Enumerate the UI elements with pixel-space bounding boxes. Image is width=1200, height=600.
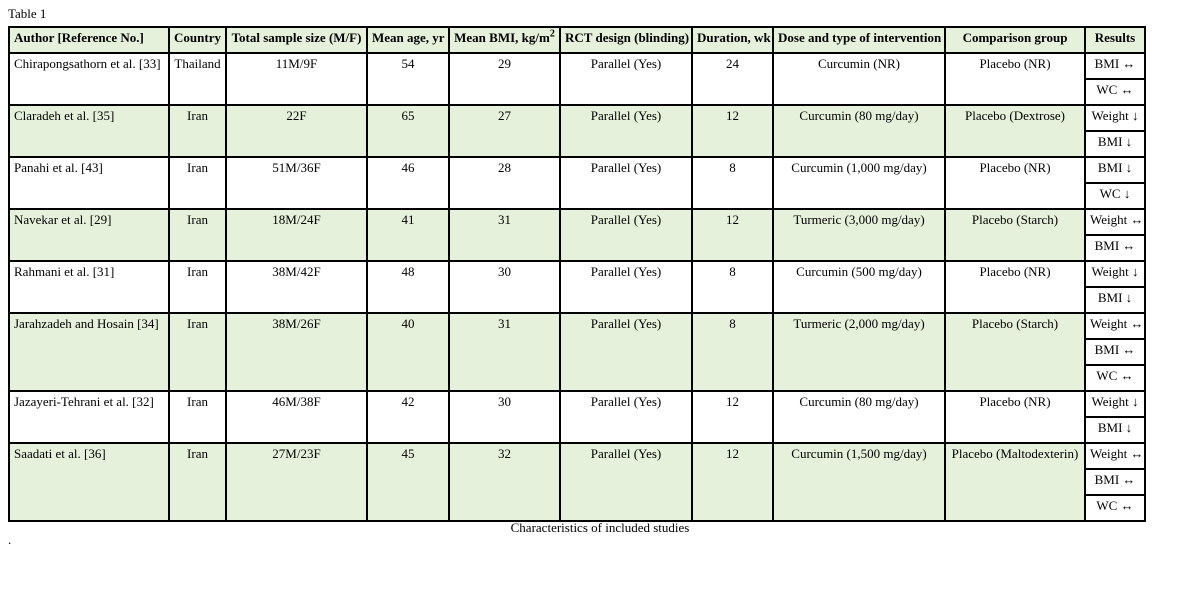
cell-mean-age: 54 <box>367 53 449 105</box>
cell-design: Parallel (Yes) <box>560 313 692 391</box>
cell-comparison: Placebo (Starch) <box>945 209 1085 261</box>
cell-country: Iran <box>169 443 226 521</box>
cell-design: Parallel (Yes) <box>560 391 692 443</box>
cell-author: Chirapongsathorn et al. [33] <box>9 53 169 105</box>
cell-dose: Curcumin (80 mg/day) <box>773 391 945 443</box>
cell-result: WC ↔ <box>1085 365 1145 391</box>
cell-sample-size: 27M/23F <box>226 443 367 521</box>
cell-country: Iran <box>169 391 226 443</box>
cell-design: Parallel (Yes) <box>560 261 692 313</box>
cell-design: Parallel (Yes) <box>560 53 692 105</box>
cell-result: BMI ↔ <box>1085 469 1145 495</box>
cell-comparison: Placebo (NR) <box>945 391 1085 443</box>
cell-mean-age: 45 <box>367 443 449 521</box>
table-row <box>9 157 1145 183</box>
header-bmi-sup: 2 <box>549 28 555 40</box>
header-age: Mean age, yr <box>367 27 449 53</box>
cell-author: Claradeh et al. [35] <box>9 105 169 157</box>
cell-dose: Curcumin (1,000 mg/day) <box>773 157 945 209</box>
table-body <box>9 53 1145 521</box>
header-author: Author [Reference No.] <box>9 27 169 53</box>
cell-sample-size: 38M/26F <box>226 313 367 391</box>
table-row <box>9 391 1145 417</box>
cell-mean-age: 41 <box>367 209 449 261</box>
cell-sample-size: 18M/24F <box>226 209 367 261</box>
header-dose: Dose and type of intervention <box>773 27 945 53</box>
cell-dose: Curcumin (80 mg/day) <box>773 105 945 157</box>
cell-duration: 8 <box>692 261 773 313</box>
table-row <box>9 313 1145 339</box>
cell-mean-bmi: 31 <box>449 209 560 261</box>
cell-comparison: Placebo (NR) <box>945 53 1085 105</box>
cell-result: Weight ↓ <box>1085 261 1145 287</box>
cell-duration: 12 <box>692 105 773 157</box>
table-caption: Characteristics of included studies <box>510 520 690 535</box>
cell-sample-size: 46M/38F <box>226 391 367 443</box>
cell-sample-size: 51M/36F <box>226 157 367 209</box>
header-bmi-text: Mean BMI, kg/m <box>454 30 550 45</box>
cell-duration: 8 <box>692 313 773 391</box>
cell-duration: 8 <box>692 157 773 209</box>
header-sample: Total sample size (M/F) <box>226 27 367 53</box>
cell-author: Jazayeri-Tehrani et al. [32] <box>9 391 169 443</box>
cell-comparison: Placebo (NR) <box>945 157 1085 209</box>
cell-mean-bmi: 28 <box>449 157 560 209</box>
cell-duration: 24 <box>692 53 773 105</box>
trailing-mark: . <box>8 532 12 547</box>
cell-mean-bmi: 32 <box>449 443 560 521</box>
cell-comparison: Placebo (NR) <box>945 261 1085 313</box>
cell-duration: 12 <box>692 209 773 261</box>
cell-duration: 12 <box>692 391 773 443</box>
cell-result: WC ↔ <box>1085 495 1145 521</box>
cell-mean-bmi: 30 <box>449 391 560 443</box>
cell-result: BMI ↓ <box>1085 287 1145 313</box>
cell-dose: Turmeric (2,000 mg/day) <box>773 313 945 391</box>
cell-result: BMI ↔ <box>1085 339 1145 365</box>
cell-sample-size: 11M/9F <box>226 53 367 105</box>
cell-mean-age: 65 <box>367 105 449 157</box>
header-country: Country <box>169 27 226 53</box>
cell-mean-bmi: 27 <box>449 105 560 157</box>
cell-mean-age: 40 <box>367 313 449 391</box>
cell-result: Weight ↔ <box>1085 209 1145 235</box>
cell-mean-age: 48 <box>367 261 449 313</box>
cell-sample-size: 38M/42F <box>226 261 367 313</box>
cell-mean-bmi: 31 <box>449 313 560 391</box>
cell-result: Weight ↓ <box>1085 391 1145 417</box>
cell-dose: Curcumin (1,500 mg/day) <box>773 443 945 521</box>
table-row <box>9 209 1145 235</box>
cell-author: Saadati et al. [36] <box>9 443 169 521</box>
cell-design: Parallel (Yes) <box>560 105 692 157</box>
cell-dose: Curcumin (500 mg/day) <box>773 261 945 313</box>
studies-table <box>8 26 1146 522</box>
cell-result: Weight ↔ <box>1085 313 1145 339</box>
cell-result: BMI ↓ <box>1085 131 1145 157</box>
cell-result: BMI ↓ <box>1085 157 1145 183</box>
cell-dose: Turmeric (3,000 mg/day) <box>773 209 945 261</box>
header-bmi <box>449 27 560 53</box>
cell-result: BMI ↔ <box>1085 53 1145 79</box>
cell-result: WC ↓ <box>1085 183 1145 209</box>
cell-result: Weight ↔ <box>1085 443 1145 469</box>
cell-country: Iran <box>169 157 226 209</box>
cell-result: WC ↔ <box>1085 79 1145 105</box>
table-row <box>9 261 1145 287</box>
cell-country: Iran <box>169 105 226 157</box>
header-duration: Duration, wk <box>692 27 773 53</box>
cell-design: Parallel (Yes) <box>560 209 692 261</box>
table-row <box>9 53 1145 79</box>
cell-author: Navekar et al. [29] <box>9 209 169 261</box>
header-row <box>9 27 1145 53</box>
cell-duration: 12 <box>692 443 773 521</box>
header-results: Results <box>1085 27 1145 53</box>
cell-country: Iran <box>169 209 226 261</box>
cell-mean-bmi: 29 <box>449 53 560 105</box>
table-row <box>9 443 1145 469</box>
cell-comparison: Placebo (Maltodexterin) <box>945 443 1085 521</box>
header-design: RCT design (blinding) <box>560 27 692 53</box>
cell-dose: Curcumin (NR) <box>773 53 945 105</box>
table-label: Table 1 <box>8 6 47 21</box>
cell-author: Panahi et al. [43] <box>9 157 169 209</box>
cell-design: Parallel (Yes) <box>560 443 692 521</box>
cell-sample-size: 22F <box>226 105 367 157</box>
cell-mean-age: 46 <box>367 157 449 209</box>
cell-author: Jarahzadeh and Hosain [34] <box>9 313 169 391</box>
cell-mean-age: 42 <box>367 391 449 443</box>
cell-design: Parallel (Yes) <box>560 157 692 209</box>
cell-country: Thailand <box>169 53 226 105</box>
cell-country: Iran <box>169 313 226 391</box>
cell-country: Iran <box>169 261 226 313</box>
cell-mean-bmi: 30 <box>449 261 560 313</box>
cell-author: Rahmani et al. [31] <box>9 261 169 313</box>
cell-comparison: Placebo (Starch) <box>945 313 1085 391</box>
cell-result: BMI ↔ <box>1085 235 1145 261</box>
cell-result: Weight ↓ <box>1085 105 1145 131</box>
cell-result: BMI ↓ <box>1085 417 1145 443</box>
header-comparison: Comparison group <box>945 27 1085 53</box>
table-row <box>9 105 1145 131</box>
cell-comparison: Placebo (Dextrose) <box>945 105 1085 157</box>
